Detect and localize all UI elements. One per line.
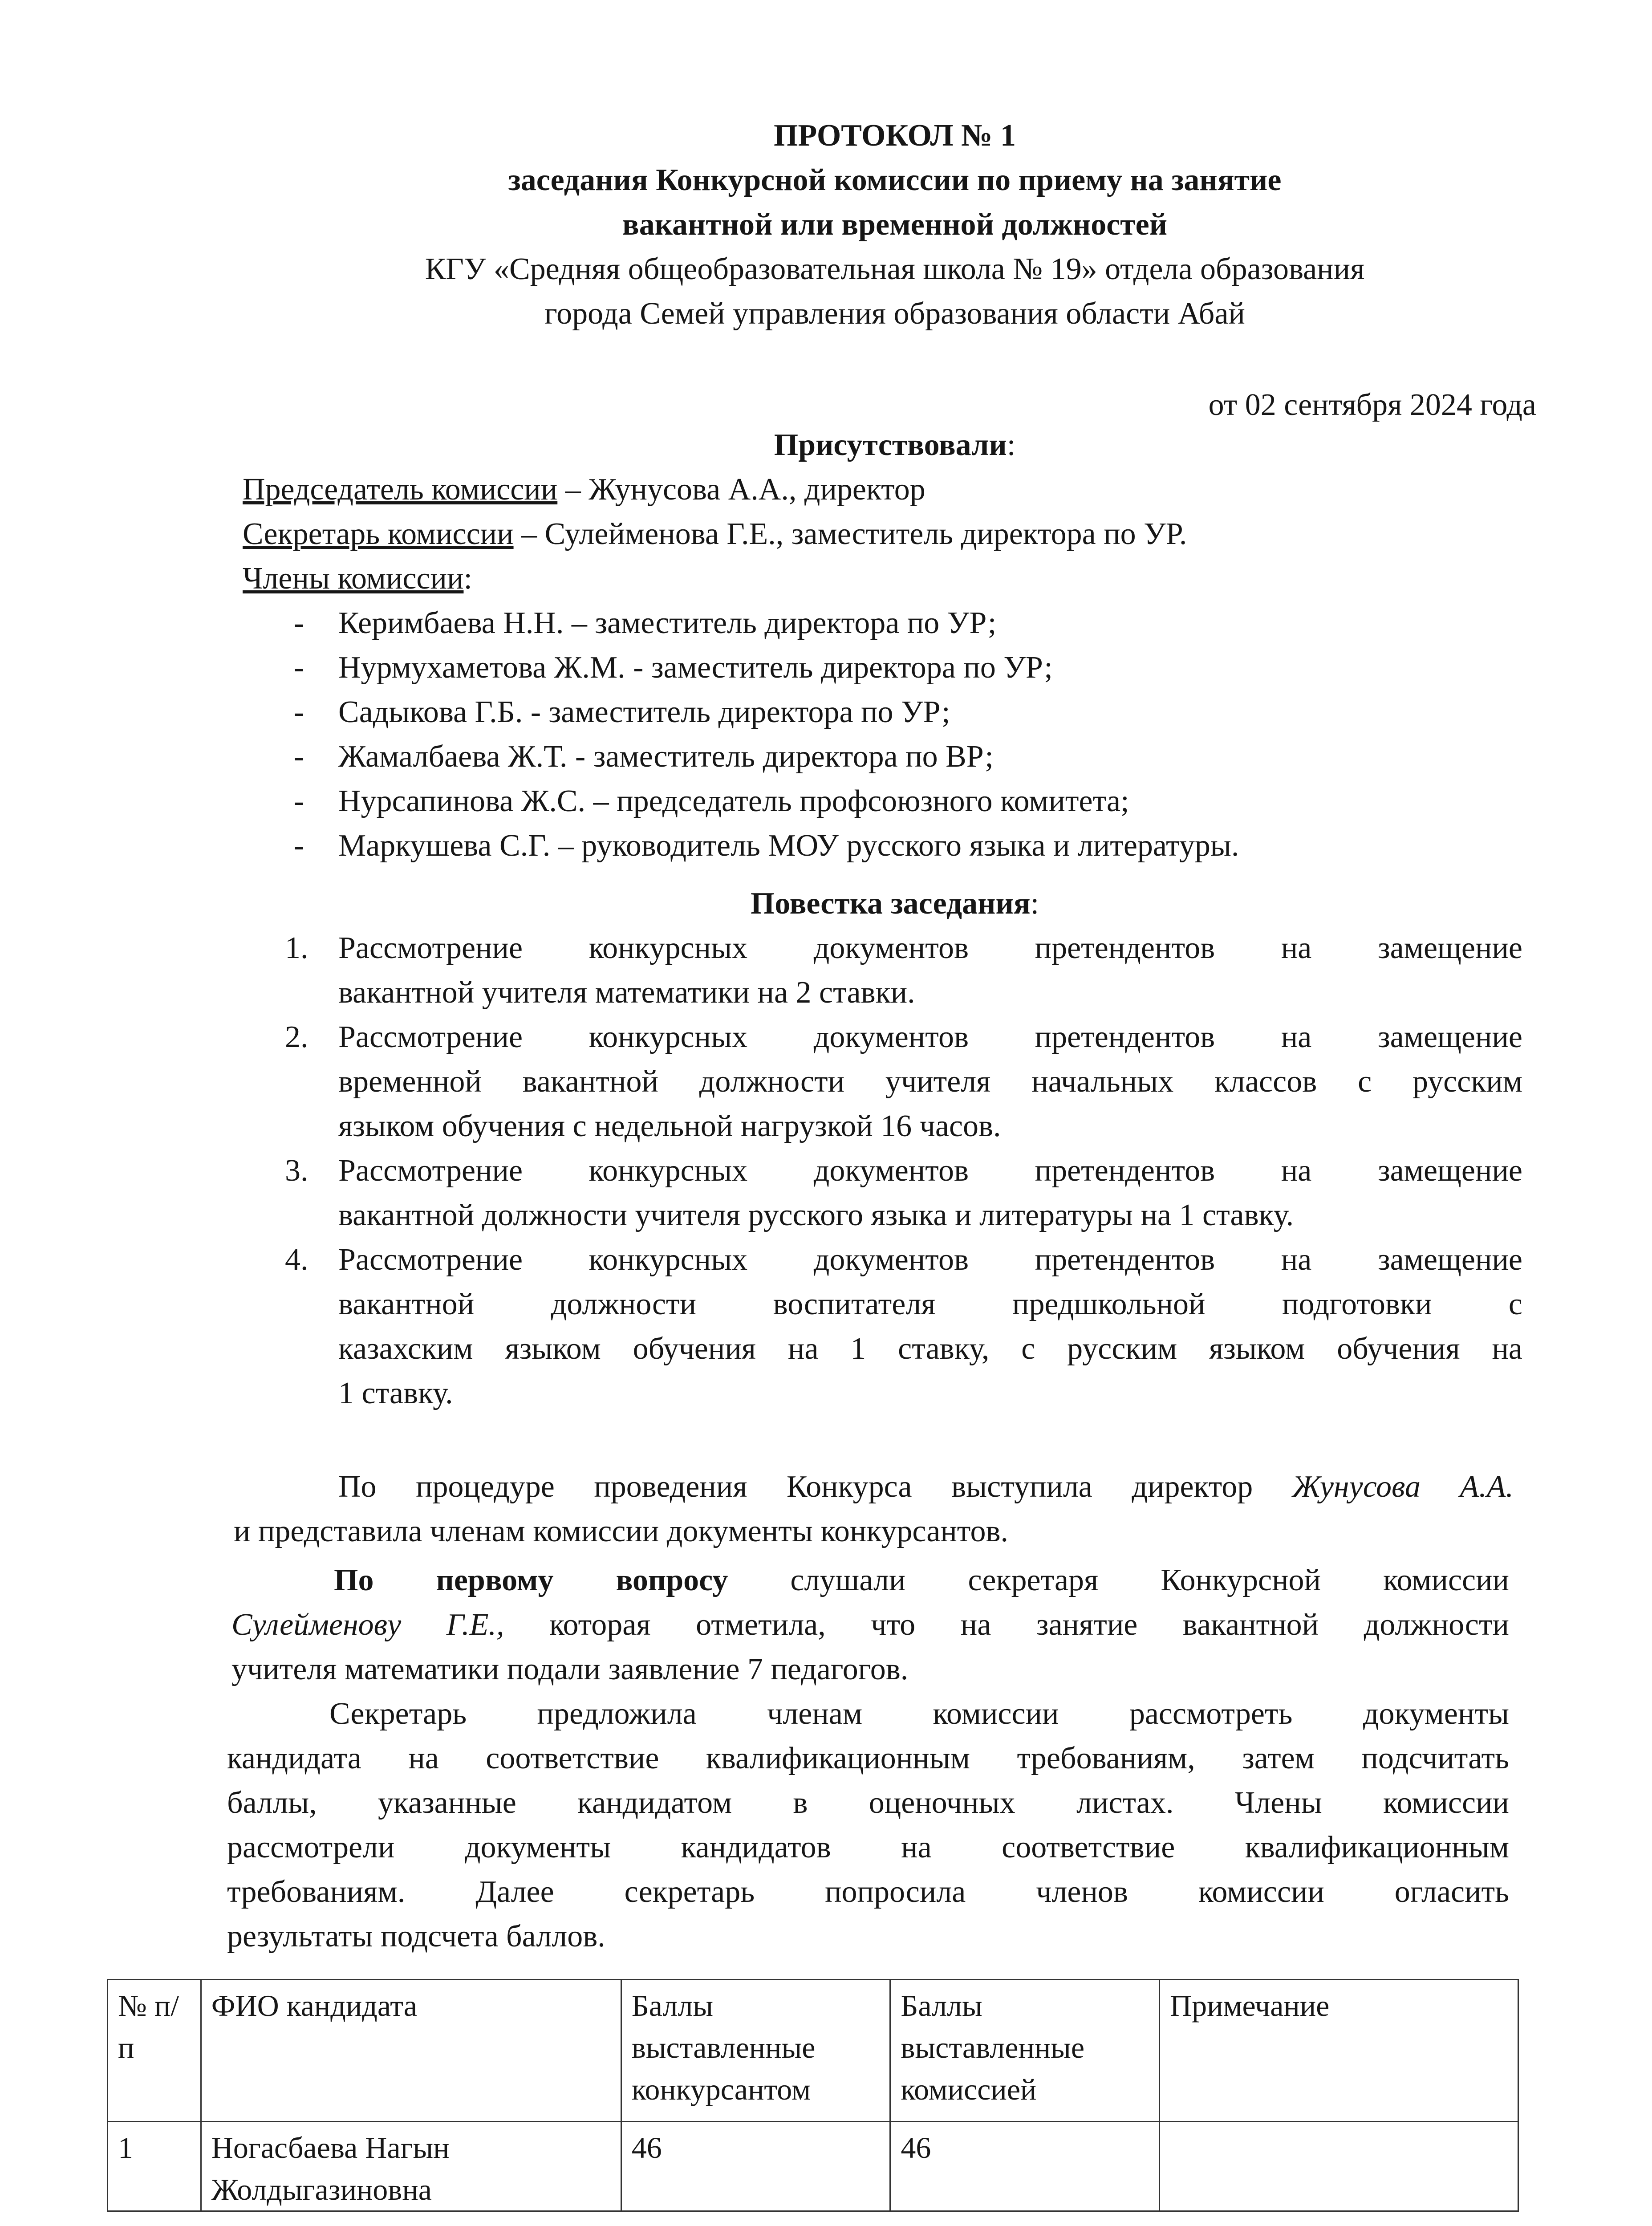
agenda-heading-colon: : (1030, 886, 1039, 921)
agenda-item (285, 1149, 1522, 1238)
agenda-item-number: 4. (285, 1243, 308, 1277)
organization-line2: города Семей управления образования области Абай (544, 297, 1245, 331)
table-cell-note (1159, 2122, 1518, 2211)
protocol-subtitle-line1: заседания Конкурсной комиссии по приему на занятие (508, 163, 1282, 197)
chairman-line (243, 467, 925, 512)
agenda-item-line: казахским языком обучения на 1 ставку, с русским языком обучения на (338, 1332, 1522, 1366)
list-item: - Жамалбаева Ж.Т. - заместитель директора по ВР; (294, 739, 994, 774)
agenda-item (285, 926, 1522, 1015)
paragraph-secretary-line4: рассмотрели документы кандидатов на соответствие квалификационным (227, 1830, 1509, 1864)
paragraph-secretary-line2: кандидата на соответствие квалификационным требованиям, затем подсчитать (227, 1741, 1509, 1775)
column-header: ФИО кандидата (201, 1980, 621, 2122)
agenda-item-number: 2. (285, 1020, 308, 1054)
agenda-heading (111, 881, 1652, 926)
members-label: Члены комиссии (243, 561, 464, 596)
protocol-date: от 02 сентября 2024 года (1208, 388, 1536, 422)
table-cell-num: 1 (108, 2122, 201, 2211)
paragraph-first-question-line1 (334, 1558, 1509, 1603)
chairman-label: Председатель комиссии (243, 472, 558, 507)
secretary-name: Сулейменову Г.Е., (231, 1608, 504, 1642)
member-text: Садыкова Г.Б. - заместитель директора по УР; (338, 695, 950, 729)
member-text: Нурмухаметова Ж.М. - заместитель директора по УР; (338, 650, 1053, 685)
agenda-item-line: языком обучения с недельной нагрузкой 16 часов. (338, 1109, 1001, 1143)
list-item: - Нурсапинова Ж.С. – председатель профсоюзного комитета; (294, 784, 1129, 818)
list-item: - Нурмухаметова Ж.М. - заместитель директора по УР; (294, 650, 1053, 685)
member-text: Жамалбаева Ж.Т. - заместитель директора по ВР; (338, 739, 994, 774)
agenda-item-line: Рассмотрение конкурсных документов претендентов на замещение (338, 931, 1522, 965)
members-colon: : (463, 561, 472, 596)
paragraph-first-question-line3: учителя математики подали заявление 7 педагогов. (231, 1652, 909, 1686)
list-item: - Маркушева С.Г. – руководитель МОУ русского языка и литературы. (294, 829, 1239, 863)
secretary-text: – Сулейменова Г.Е., заместитель директора по УР. (513, 517, 1187, 551)
members-list (289, 601, 1625, 868)
attendance-heading (111, 423, 1652, 467)
director-name: Жунусова А.А. (1292, 1470, 1514, 1504)
secretary-line (243, 512, 1187, 556)
agenda-heading-text: Повестка заседания (750, 886, 1031, 921)
paragraph-secretary-line1: Секретарь предложила членам комиссии рассмотреть документы (329, 1697, 1509, 1731)
paragraph-secretary-line3: баллы, указанные кандидатом в оценочных листах. Члены комиссии (227, 1786, 1509, 1820)
protocol-subtitle-line2: вакантной или временной должностей (622, 207, 1168, 242)
agenda-item-line: вакантной должности учителя русского языка и литературы на 1 ставку. (338, 1198, 1294, 1232)
column-header: № п/п (108, 1980, 201, 2122)
agenda-item-line: Рассмотрение конкурсных документов претендентов на замещение (338, 1154, 1522, 1188)
member-text: Керимбаева Н.Н. – заместитель директора по УР; (338, 606, 997, 640)
table-cell-self-score: 46 (621, 2122, 890, 2211)
column-header: Примечание (1159, 1980, 1518, 2122)
table-cell-commission-score: 46 (890, 2122, 1160, 2211)
attendance-heading-colon: : (1007, 428, 1016, 462)
agenda-item (285, 1238, 1522, 1416)
paragraph-secretary-line5: требованиям. Далее секретарь попросила членов комиссии огласить (227, 1875, 1509, 1909)
member-text: Маркушева С.Г. – руководитель МОУ русского языка и литературы. (338, 829, 1239, 863)
paragraph-first-question-line2 (231, 1603, 1509, 1647)
procedure-text: По процедуре проведения Конкурса выступила директор (338, 1470, 1292, 1504)
agenda-item (285, 1015, 1522, 1149)
agenda-item-line: вакантной должности воспитателя предшкольной подготовки с (338, 1287, 1522, 1321)
agenda-item-line: Рассмотрение конкурсных документов претендентов на замещение (338, 1243, 1522, 1277)
agenda-item-number: 1. (285, 931, 308, 965)
protocol-title: ПРОТОКОЛ № 1 (774, 118, 1016, 153)
list-item: - Керимбаева Н.Н. – заместитель директора по УР; (294, 606, 997, 640)
agenda-item-line: Рассмотрение конкурсных документов претендентов на замещение (338, 1020, 1522, 1054)
attendance-heading-text: Присутствовали (774, 428, 1007, 462)
paragraph-procedure-line1 (338, 1465, 1514, 1509)
list-item: - Садыкова Г.Б. - заместитель директора по УР; (294, 695, 950, 729)
agenda-item-line: вакантной учителя математики на 2 ставки. (338, 975, 915, 1010)
chairman-text: – Жунусова А.А., директор (557, 472, 925, 507)
table-cell-name: Ногасбаева Нагын Жолдыгазиновна (201, 2122, 621, 2211)
agenda-item-line: 1 ставку. (338, 1376, 453, 1410)
first-question-text: слушали секретаря Конкурсной комиссии (728, 1563, 1510, 1597)
first-question-text: которая отметила, что на занятие вакантной должности (504, 1608, 1509, 1642)
agenda-item-number: 3. (285, 1154, 308, 1188)
table-header-row (108, 1980, 1518, 2122)
first-question-label: По первому вопросу (334, 1563, 728, 1597)
column-header: Баллы выставленные комиссией (890, 1980, 1160, 2122)
results-table (107, 1979, 1519, 2212)
agenda-item-line: временной вакантной должности учителя начальных классов с русским (338, 1064, 1522, 1099)
secretary-label: Секретарь комиссии (243, 517, 514, 551)
table-row (108, 2122, 1518, 2211)
paragraph-secretary-line6: результаты подсчета баллов. (227, 1919, 605, 1954)
column-header: Баллы выставленные конкурсантом (621, 1980, 890, 2122)
organization-line1: КГУ «Средняя общеобразовательная школа № 19» отдела образования (425, 252, 1365, 286)
members-line (243, 556, 472, 601)
member-text: Нурсапинова Ж.С. – председатель профсоюзного комитета; (338, 784, 1129, 818)
agenda-list (285, 926, 1522, 1416)
paragraph-procedure-line2: и представила членам комиссии документы конкурсантов. (234, 1514, 1009, 1548)
